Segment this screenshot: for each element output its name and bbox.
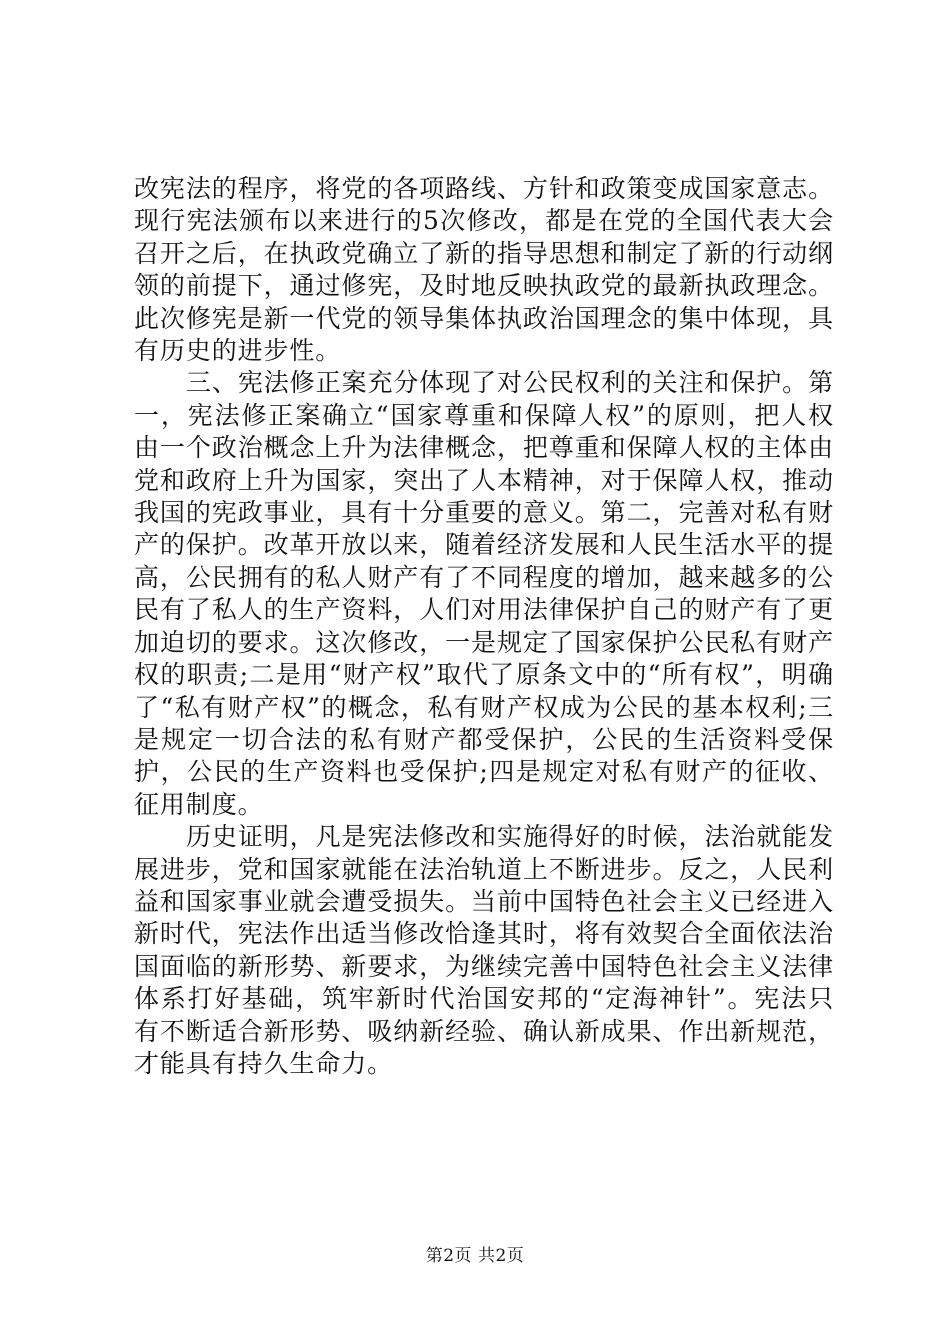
document-body (134, 173, 834, 1080)
paragraph-1: 改宪法的程序，将党的各项路线、方针和政策变成国家意志。现行宪法颁布以来进行的5次修改，都是在党的全国代表大会召开之后，在执政党确立了新的指导思想和制定了新的行动纲领的前提下，通过修宪，及时地反映执政党的最新执政理念。此次修宪是新一代党的领导集体执政治国理念的集中体现，具有历史的进步性。 (134, 174, 834, 366)
paragraph-2: 三、宪法修正案充分体现了对公民权利的关注和保护。第一，宪法修正案确立“国家尊重和保障人权”的原则，把人权由一个政治概念上升为法律概念，把尊重和保障人权的主体由党和政府上升为国家，突出了人本精神，对于保障人权，推动我国的宪政事业，具有十分重要的意义。第二，完善对私有财产的保护。改革开放以来，随着经济发展和人民生活水平的提高，公民拥有的私人财产有了不同程度的增加，越来越多的公民有了私人的生产资料，人们对用法律保护自己的财产有了更加迫切的要求。这次修改，一是规定了国家保护公民私有财产权的职责;二是用“财产权”取代了原条文中的“所有权”，明确了“私有财产权”的概念，私有财产权成为公民的基本权利;三是规定一切合法的私有财产都受保护，公民的生活资料受保护，公民的生产资料也受保护;四是规定对私有财产的征收、征用制度。 (134, 368, 834, 819)
page-number-footer: 第2页 共2页 (425, 1246, 525, 1266)
paragraph-3: 历史证明，凡是宪法修改和实施得好的时候，法治就能发展进步，党和国家就能在法治轨道上不断进步。反之，人民利益和国家事业就会遭受损失。当前中国特色社会主义已经进入新时代，宪法作出适当修改恰逢其时，将有效契合全面依法治国面临的新形势、新要求，为继续完善中国特色社会主义法律体系打好基础，筑牢新时代治国安邦的“定海神针”。宪法只有不断适合新形势、吸纳新经验、确认新成果、作出新规范，才能具有持久生命力。 (134, 822, 834, 1078)
